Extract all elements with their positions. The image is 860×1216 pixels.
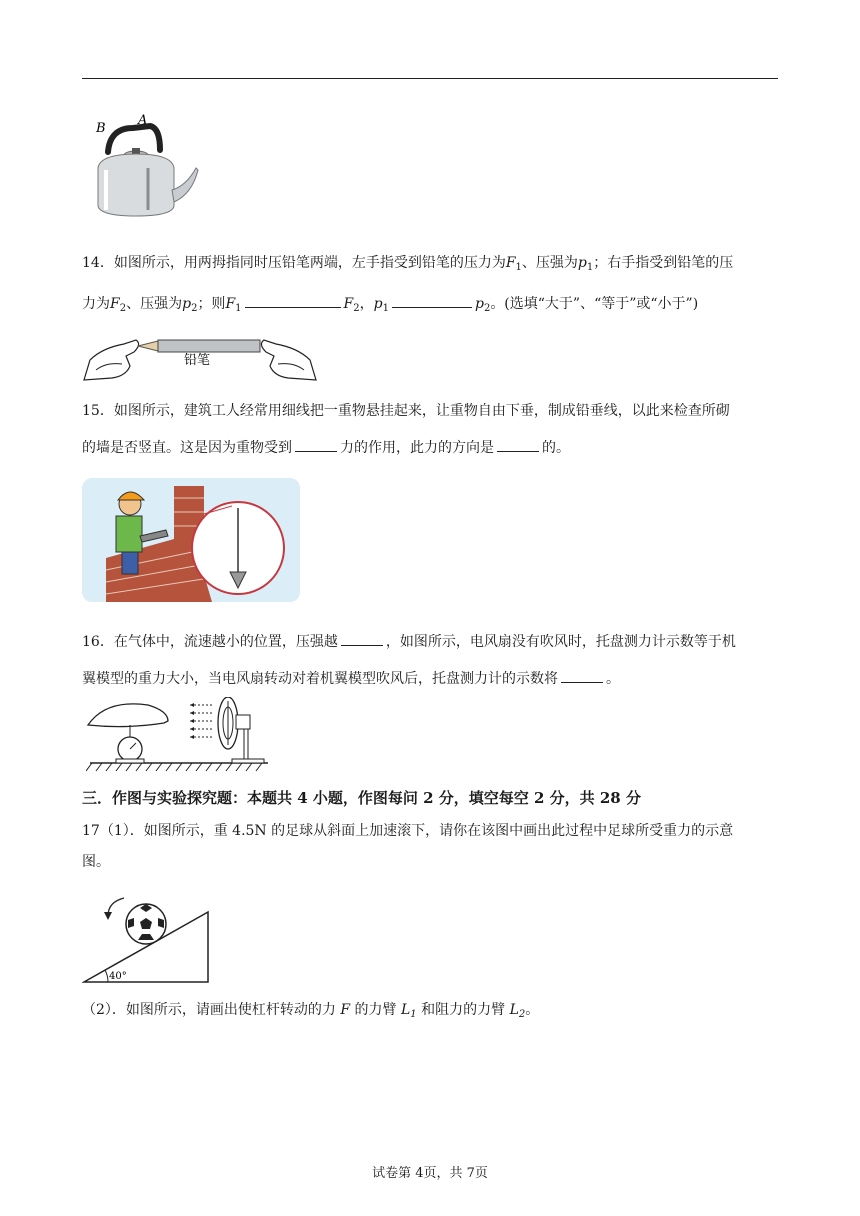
q14-answer-blank-1[interactable] (245, 293, 341, 308)
incline-angle-label: 40° (109, 971, 127, 982)
question-15 (82, 393, 778, 467)
question-17-part-2: （2）．如图所示，请画出使杠杆转动的力 F 的力臂 $L_1$ 和阻力的力臂 $L_2$。 (82, 1002, 540, 1020)
q15-answer-blank-2[interactable] (497, 437, 539, 452)
plumb-line-figure (82, 478, 300, 602)
q15-line-1: 15．如图所示，建筑工人经常用细线把一重物悬挂起来，让重物自由下垂，制成铅垂线，以此来检查所砌 (82, 403, 730, 419)
q14-line-2: 力为$F_2$、压强为$p_2$；则$F_1$ $F_2$，$p_1$ $p_2$。(选填“大于”、“等于”或“小于”) (82, 286, 778, 327)
kettle-label-b: B (96, 121, 106, 136)
wing-fan-figure (86, 697, 270, 773)
q17-line-2: 图。 (82, 854, 110, 870)
kettle-label-a: A (138, 113, 148, 128)
q14-answer-blank-2[interactable] (392, 293, 472, 308)
pencil-label: 铅笔 (184, 353, 211, 368)
q17-line-1: 17（1）．如图所示，重 4.5N 的足球从斜面上加速滚下，请你在该图中画出此过程中足球所受重力的示意 (82, 823, 734, 839)
question-16 (82, 624, 778, 698)
q15-line-2: 的墙是否竖直。这是因为重物受到 力的作用，此力的方向是 的。 (82, 430, 778, 467)
q16-line-1: 16．在气体中，流速越小的位置，压强越 ，如图所示，电风扇没有吹风时，托盘测力计示数等于机 (82, 624, 778, 661)
q16-answer-blank-1[interactable] (341, 631, 383, 646)
question-17 (82, 816, 778, 878)
q14-line-1: 14．如图所示，用两拇指同时压铅笔两端，左手指受到铅笔的压力为$F_1$、压强为$p_1$；右手指受到铅笔的压 (82, 255, 734, 273)
q16-answer-blank-2[interactable] (561, 668, 603, 683)
question-14 (82, 245, 778, 327)
pencil-figure (82, 330, 318, 386)
header-rule (82, 78, 778, 79)
football-incline-figure (82, 890, 212, 986)
kettle-figure (88, 110, 203, 222)
q15-answer-blank-1[interactable] (295, 437, 337, 452)
section-3-heading: 三．作图与实验探究题：本题共 4 小题，作图每问 2 分，填空每空 2 分，共 28 分 (82, 789, 641, 807)
q16-line-2: 翼模型的重力大小，当电风扇转动对着机翼模型吹风后，托盘测力计的示数将 。 (82, 661, 778, 698)
page-footer: 试卷第 4页，共 7页 (372, 1166, 488, 1181)
